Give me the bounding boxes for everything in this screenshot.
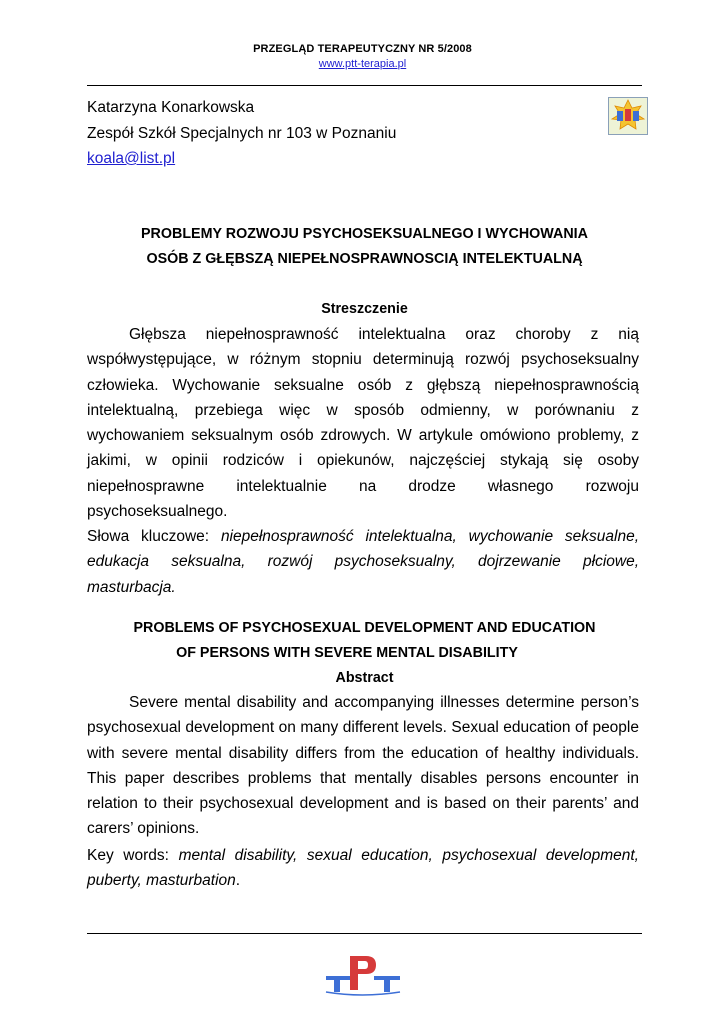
english-keywords-text: mental disability, sexual education, psychosexual development, puberty, masturbation [87,847,639,890]
polish-summary [87,322,639,524]
summary-heading: Streszczenie [321,301,408,317]
polish-keywords-label: Słowa kluczowe: [87,528,221,545]
english-title-line1: PROBLEMS OF PSYCHOSEXUAL DEVELOPMENT AND EDUCATION [133,620,596,636]
english-abstract-text: Severe mental disability and accompanying illnesses determine person’s psychosexual development on many different levels. Sexual education of people with severe mental disability differs from the education of healthy individuals. This paper describes problems that mentally disables persons encounter in relation to their psychosexual development and is based on their parents’ and carers’ opinions. [87,694,639,838]
polish-keywords [87,524,639,600]
footer-divider [87,933,642,934]
english-title-line2: OF PERSONS WITH SEVERE MENTAL DISABILITY [176,645,518,661]
abstract-heading: Abstract [335,670,394,686]
header-divider [87,85,642,86]
author-affiliation: Zespół Szkół Specjalnych nr 103 w Poznaniu [87,125,397,142]
english-keywords-label: Key words: [87,847,179,864]
english-abstract [87,690,639,842]
author-email-link[interactable]: koala@list.pl [87,150,176,167]
polish-title-line2: OSÓB Z GŁĘBSZĄ NIEPEŁNOSPRAWNOSCIĄ INTELEKTUALNĄ [146,251,583,267]
author-name: Katarzyna Konarkowska [87,99,255,116]
polish-summary-text: Głębsza niepełnosprawność intelektualna oraz choroby z nią współwystępujące, w różnym stopniu determinują rozwój psychoseksualny człowieka. Wychowanie seksualne osób z głębszą niepełnosprawnością intelektualną, przebiega więc w sposób odmienny, w porównaniu z wychowaniem seksualnym osób zdrowych. W artykule omówiono problemy, z jakimi, w opinii rodziców i opiekunów, najczęściej stykają się osoby niepełnosprawne intelektualnie na drodze własnego rozwoju psychoseksualnego. [87,326,639,521]
english-keywords [87,843,639,894]
english-keywords-end: . [235,872,241,890]
polish-title-line1: PROBLEMY ROZWOJU PSYCHOSEKSUALNEGO I WYCHOWANIA [141,226,588,242]
journal-url-link[interactable]: www.ptt-terapia.pl [318,58,407,70]
ptt-logo-icon [320,950,404,996]
polish-keywords-text: niepełnosprawność intelektualna, wychowanie seksualne, edukacja seksualna, rozwój psychoseksualny, dojrzewanie płciowe, masturbacja. [87,528,639,596]
ptt-logo-icon [608,97,648,135]
journal-header: PRZEGLĄD TERAPEUTYCZNY NR 5/2008 [253,43,472,55]
